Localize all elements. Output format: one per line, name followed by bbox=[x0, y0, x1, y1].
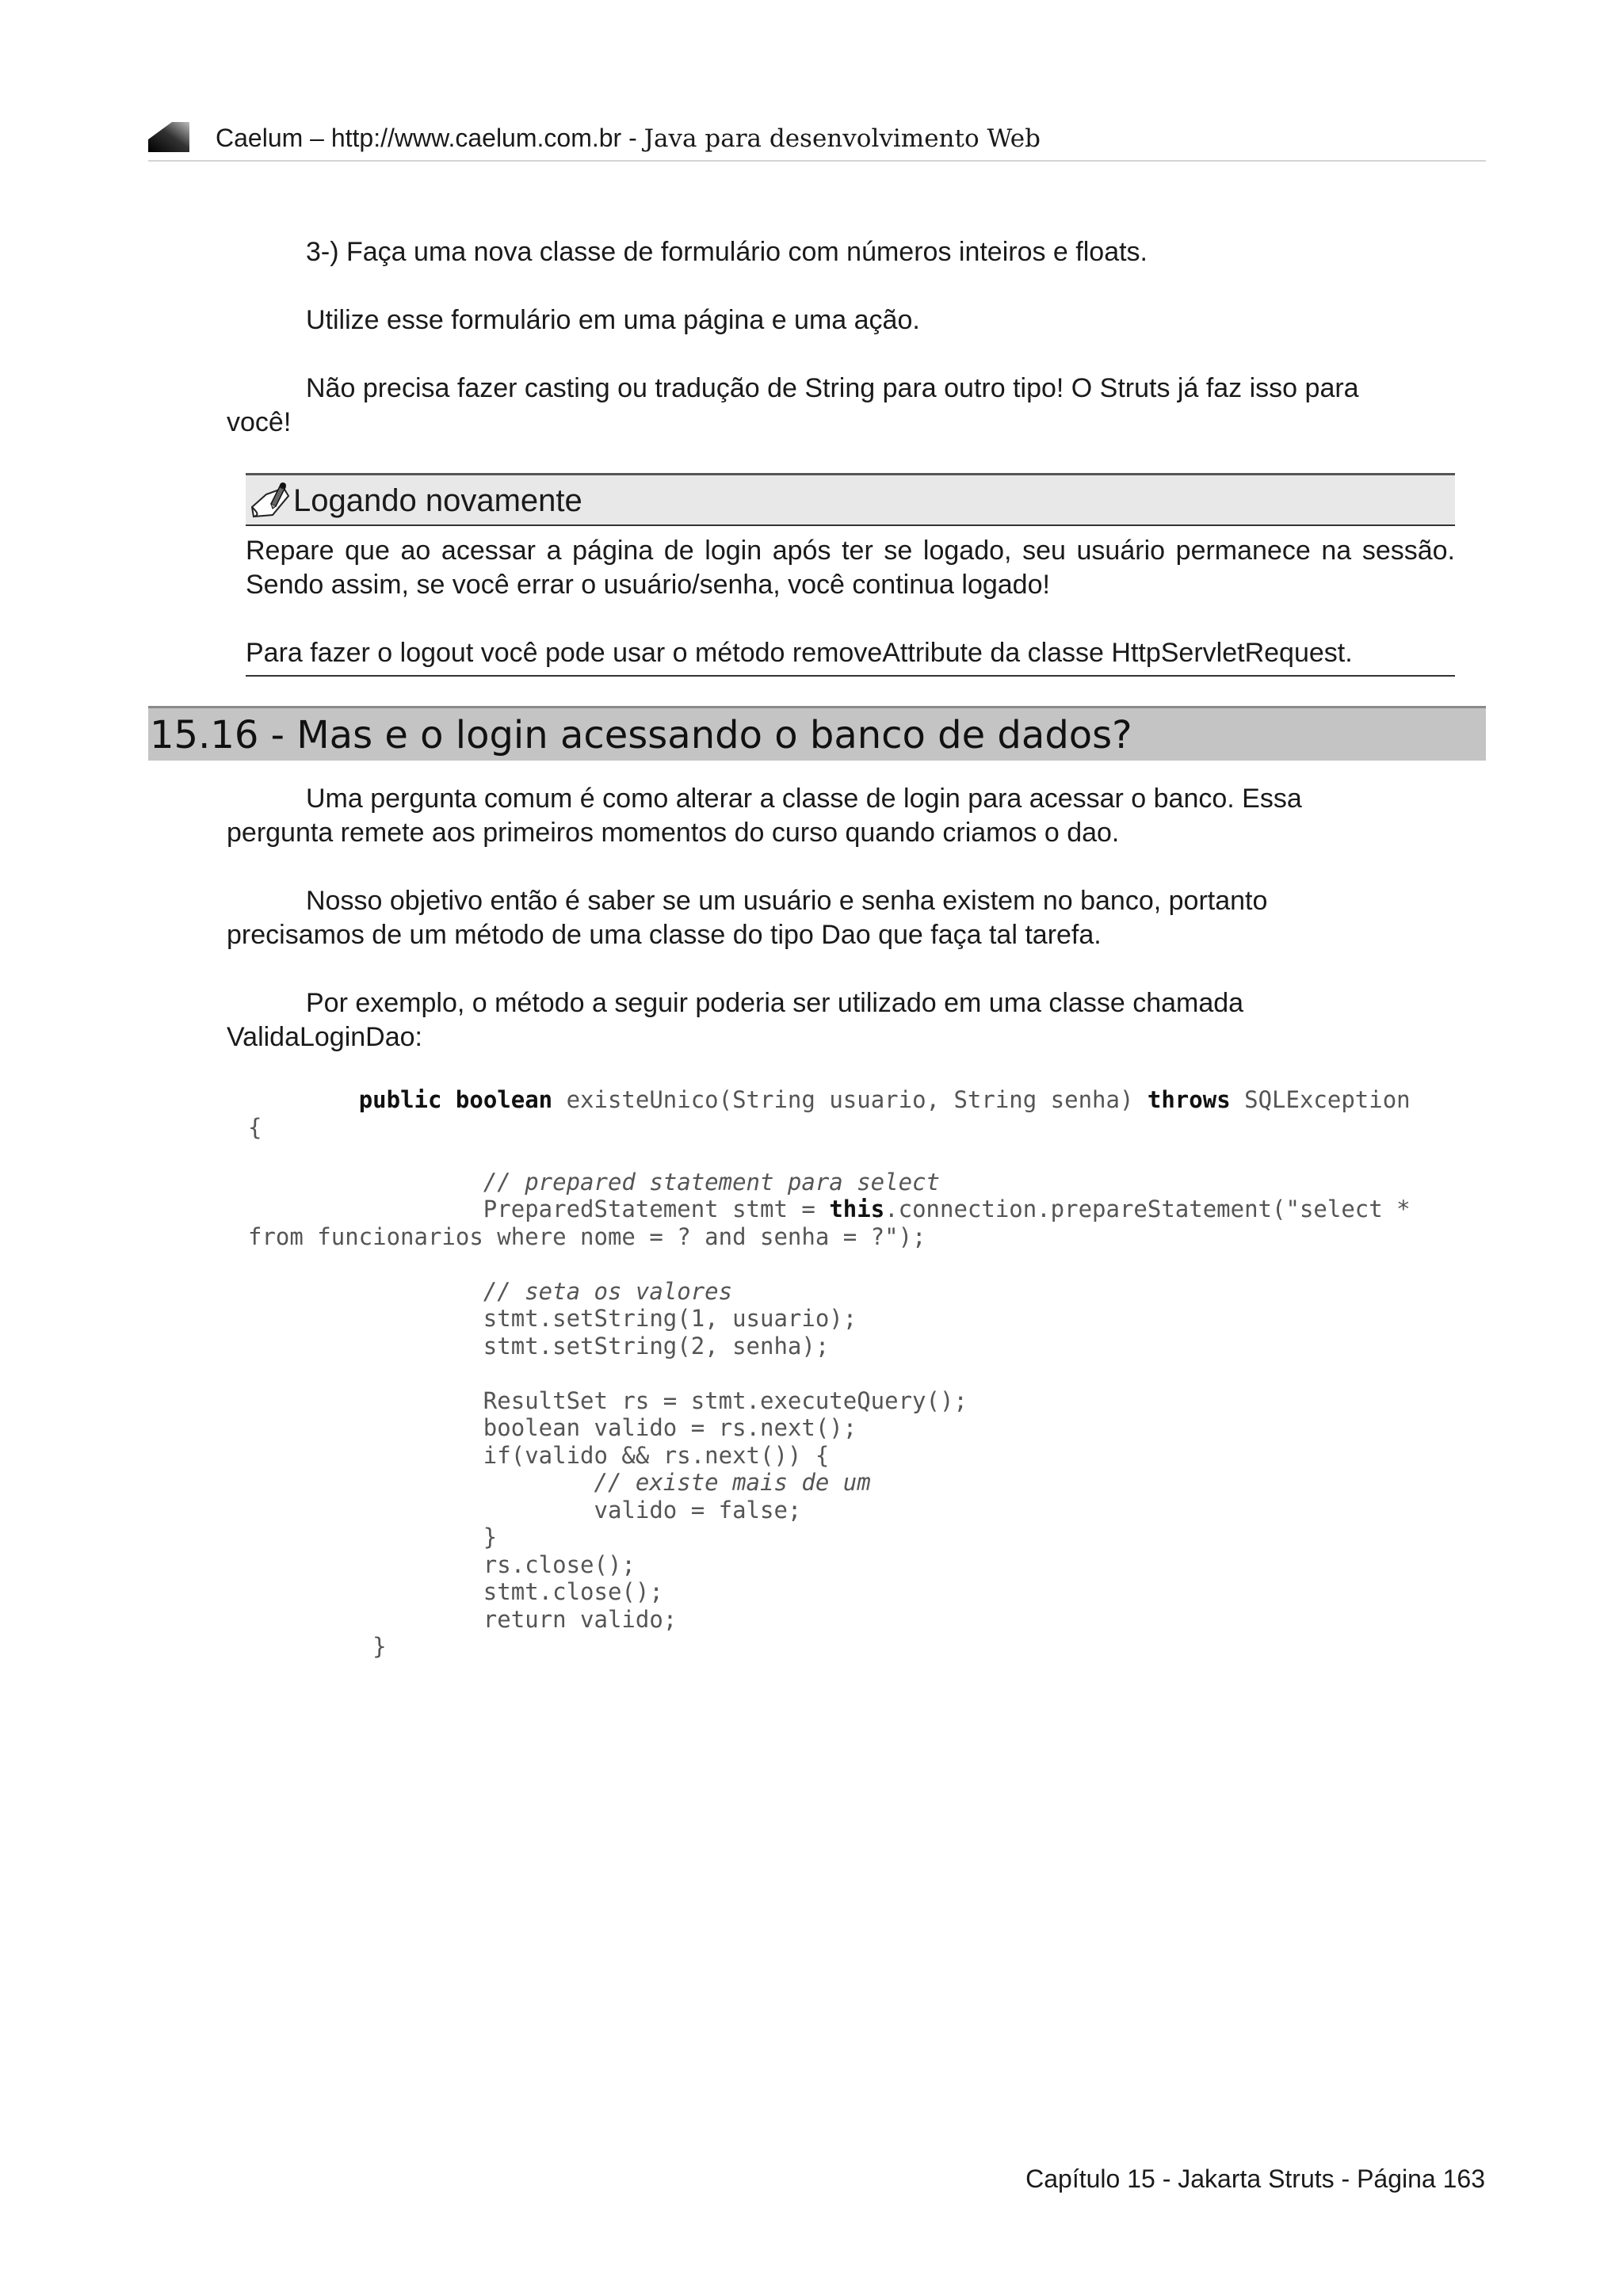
body-paragraph-2 bbox=[227, 884, 1485, 952]
note-header bbox=[246, 473, 1455, 526]
code-token: PreparedStatement stmt = bbox=[248, 1196, 830, 1222]
code-line bbox=[248, 1278, 732, 1305]
code-token: boolean valido = rs.next(); bbox=[248, 1414, 857, 1441]
code-line bbox=[248, 1524, 497, 1550]
body-paragraph-2-line-2: precisamos de um método de uma classe do tipo Dao que faça tal tarefa. bbox=[227, 920, 1102, 950]
code-comment: // seta os valores bbox=[483, 1277, 733, 1305]
note-body bbox=[246, 534, 1455, 670]
header-title bbox=[216, 122, 1041, 154]
code-line bbox=[248, 1633, 387, 1660]
note-paragraph-2: Para fazer o logout você pode usar o método removeAttribute da classe HttpServletRequest. bbox=[246, 638, 1353, 668]
code-comment: // existe mais de um bbox=[594, 1469, 871, 1496]
code-token: from funcionarios where nome = ? and senha = ?"); bbox=[248, 1222, 926, 1250]
section-title: 15.16 - Mas e o login acessando o banco de dados? bbox=[150, 713, 1132, 757]
section-heading bbox=[148, 706, 1486, 761]
code-line bbox=[248, 1305, 857, 1332]
code-token: valido = false; bbox=[248, 1496, 802, 1524]
body-paragraph-2-line-1: Nosso objetivo então é saber se um usuário e senha existem no banco, portanto bbox=[306, 886, 1268, 916]
caelum-logo-icon bbox=[148, 122, 189, 152]
code-token: existeUnico(String usuario, String senha) bbox=[552, 1086, 1148, 1113]
code-token bbox=[248, 1278, 483, 1305]
exercise-paragraph-1: 3-) Faça uma nova classe de formulário com números inteiros e floats. bbox=[306, 237, 1148, 267]
code-line bbox=[248, 1387, 968, 1414]
body-paragraph-3-line-1: Por exemplo, o método a seguir poderia ser utilizado em uma classe chamada bbox=[306, 988, 1244, 1018]
code-token: if(valido && rs.next()) { bbox=[248, 1441, 830, 1469]
exercise-paragraph-3 bbox=[227, 372, 1485, 440]
code-line bbox=[248, 1169, 940, 1196]
body-paragraph-3-line-2: ValidaLoginDao: bbox=[227, 1022, 422, 1052]
code-token: } bbox=[248, 1524, 498, 1550]
code-token: return valido; bbox=[248, 1605, 678, 1633]
code-line bbox=[248, 1414, 857, 1441]
note-bottom-rule bbox=[246, 675, 1455, 677]
exercise-paragraph-3-line-2: você! bbox=[227, 407, 292, 437]
code-line bbox=[248, 1196, 1411, 1222]
code-line bbox=[248, 1578, 663, 1605]
code-token bbox=[248, 1469, 594, 1496]
code-token: stmt.close(); bbox=[248, 1578, 663, 1605]
code-token: { bbox=[248, 1113, 262, 1141]
page-header bbox=[148, 117, 1486, 162]
code-line bbox=[248, 1333, 829, 1360]
code-token: .connection.prepareStatement("select * bbox=[884, 1196, 1411, 1222]
code-token: SQLException bbox=[1230, 1086, 1411, 1113]
code-token: ResultSet rs = stmt.executeQuery(); bbox=[248, 1386, 968, 1414]
code-comment: // prepared statement para select bbox=[483, 1168, 940, 1196]
code-token: stmt.setString(2, senha); bbox=[248, 1332, 830, 1360]
code-keyword: public boolean bbox=[358, 1086, 553, 1113]
code-line bbox=[248, 1606, 677, 1633]
pencil-note-icon bbox=[249, 480, 293, 523]
code-token bbox=[248, 1169, 483, 1196]
page-footer: Capítulo 15 - Jakarta Struts - Página 163 bbox=[1025, 2164, 1485, 2193]
code-line bbox=[248, 1223, 926, 1250]
exercise-paragraph-3-line-1: Não precisa fazer casting ou tradução de String para outro tipo! O Struts já faz isso para bbox=[306, 373, 1359, 403]
code-line bbox=[248, 1551, 636, 1578]
code-line bbox=[248, 1469, 871, 1496]
header-text-sans: Caelum – http://www.caelum.com.br - bbox=[216, 124, 644, 152]
body-paragraph-1-line-2: pergunta remete aos primeiros momentos do curso quando criamos o dao. bbox=[227, 818, 1120, 848]
note-title: Logando novamente bbox=[293, 483, 582, 518]
code-line bbox=[248, 1442, 829, 1469]
code-line bbox=[248, 1497, 801, 1524]
body-paragraph-1 bbox=[227, 782, 1485, 850]
body-paragraph-1-line-1: Uma pergunta comum é como alterar a classe de login para acessar o banco. Essa bbox=[306, 784, 1302, 814]
code-block bbox=[248, 1086, 1411, 1661]
code-token: rs.close(); bbox=[248, 1550, 636, 1578]
code-token bbox=[248, 1086, 359, 1113]
code-line bbox=[248, 1086, 1411, 1113]
body-paragraph-3 bbox=[227, 986, 1485, 1055]
code-keyword: throws bbox=[1147, 1086, 1231, 1113]
code-line bbox=[248, 1114, 262, 1141]
exercise-paragraph-2: Utilize esse formulário em uma página e uma ação. bbox=[306, 305, 920, 335]
header-text-serif: Java para desenvolvimento Web bbox=[643, 124, 1041, 153]
note-paragraph-1: Repare que ao acessar a página de login após ter se logado, seu usuário permanece na sessão. Sendo assim, se você errar o usuário/senha, você continua logado! bbox=[246, 536, 1455, 600]
code-keyword: this bbox=[829, 1196, 885, 1222]
code-token: stmt.setString(1, usuario); bbox=[248, 1305, 857, 1332]
code-token: } bbox=[248, 1633, 387, 1660]
note-box bbox=[246, 473, 1455, 677]
